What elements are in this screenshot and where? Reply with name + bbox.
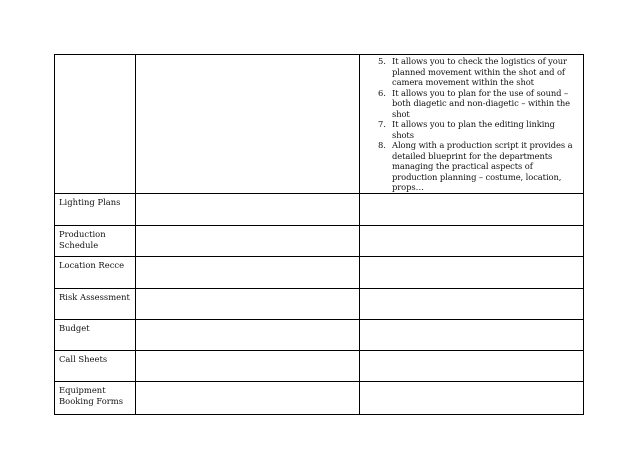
top-row-notes-cell [360, 55, 584, 194]
row-cell-empty [360, 225, 584, 256]
list-item-text: It allows you to plan for the use of sound – both diagetic and non-diagetic – within the shot [392, 87, 570, 119]
row-cell-empty [360, 193, 584, 225]
row-cell-empty [360, 288, 584, 319]
table-row-top [55, 55, 584, 194]
row-label-call-sheets: Call Sheets [55, 350, 136, 381]
top-row-middle-cell [136, 55, 360, 194]
row-cell-empty [360, 381, 584, 414]
top-row-label-cell [55, 55, 136, 194]
row-label-risk-assessment: Risk Assessment [55, 288, 136, 319]
list-item-number: 7. [378, 119, 386, 129]
list-item [378, 56, 579, 88]
list-item [378, 87, 579, 120]
row-label-production-schedule: Production Schedule [55, 225, 136, 256]
table-row [55, 193, 584, 225]
row-cell-empty [136, 193, 360, 225]
row-cell-empty [136, 288, 360, 319]
list-item [378, 140, 579, 193]
table-row [55, 256, 584, 288]
list-item-number: 5. [378, 56, 386, 66]
list-item-number: 6. [378, 87, 386, 98]
table-row [55, 288, 584, 319]
table-row [55, 225, 584, 256]
table-row [55, 319, 584, 350]
list-item-number: 8. [378, 140, 386, 150]
row-label-lighting-plans: Lighting Plans [55, 193, 136, 225]
row-cell-empty [360, 319, 584, 350]
planning-table [54, 54, 584, 415]
row-label-location-recce: Location Recce [55, 256, 136, 288]
row-label-equipment-booking-forms: Equipment Booking Forms [55, 381, 136, 414]
row-label-budget: Budget [55, 319, 136, 350]
list-item-text: Along with a production script it provides a detailed blueprint for the departments managing the practical aspects of production planning – costume, location, props… [392, 140, 573, 192]
row-cell-empty [360, 256, 584, 288]
row-cell-empty [136, 350, 360, 381]
benefits-list [360, 55, 583, 193]
row-cell-empty [136, 225, 360, 256]
list-item-text: It allows you to plan the editing linking shots [392, 119, 555, 140]
row-cell-empty [136, 256, 360, 288]
list-item [378, 119, 579, 140]
table-row [55, 350, 584, 381]
row-cell-empty [136, 381, 360, 414]
table-row [55, 381, 584, 414]
row-cell-empty [360, 350, 584, 381]
row-cell-empty [136, 319, 360, 350]
list-item-text: It allows you to check the logistics of your planned movement within the shot and of camera movement within the shot [392, 56, 567, 87]
